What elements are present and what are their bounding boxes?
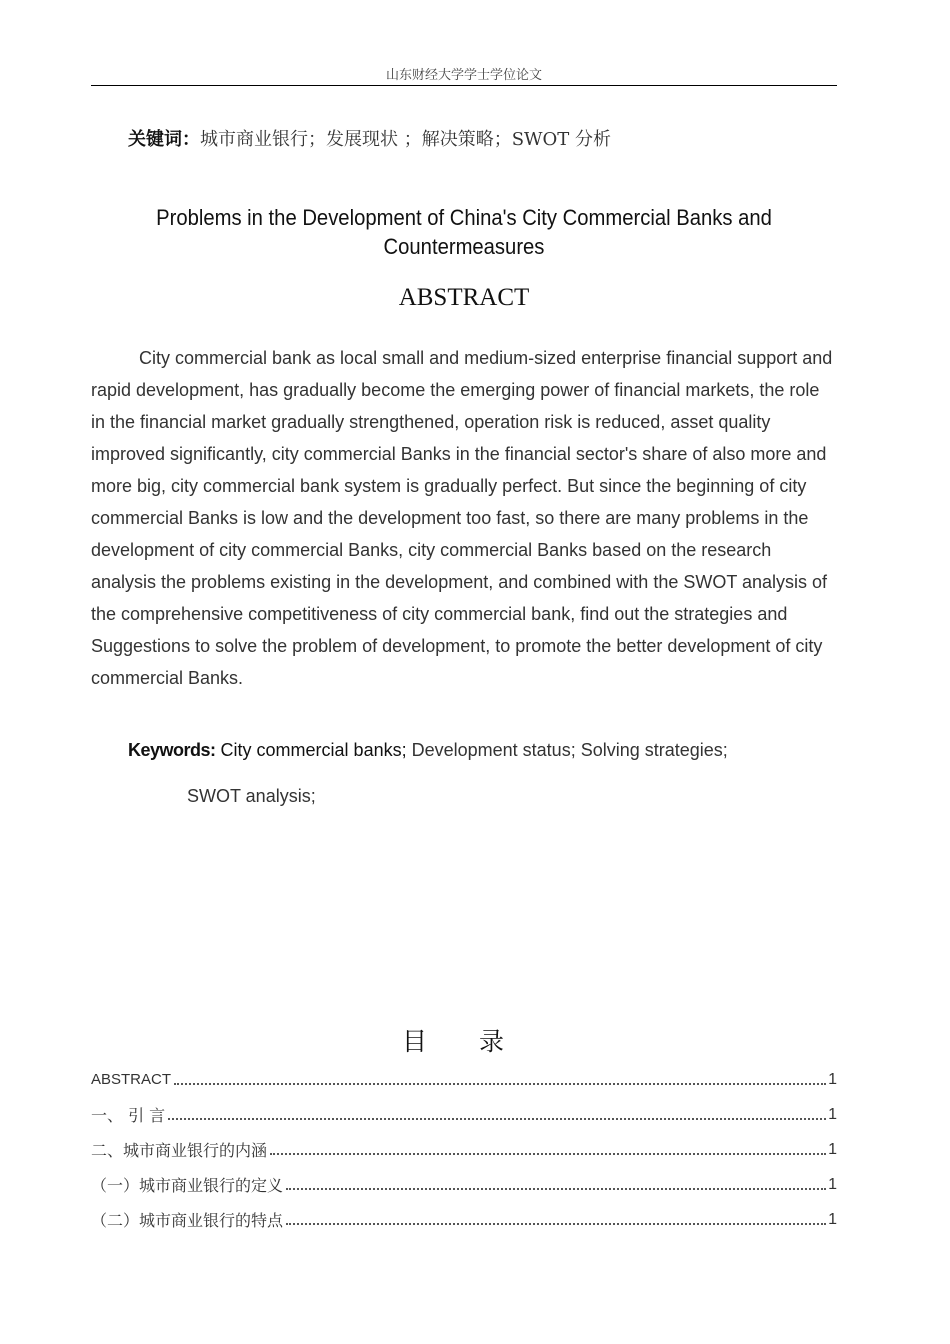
english-keywords: [128, 740, 828, 761]
english-title-line1: Problems in the Development of China's City Commercial Banks and: [156, 205, 772, 230]
english-title: [121, 203, 807, 261]
english-keywords-rest: Development status; Solving strategies;: [411, 740, 728, 760]
toc-entry-definition[interactable]: [91, 1167, 837, 1202]
toc-page-number: 1: [828, 1070, 837, 1088]
english-keywords-label: Keywords:: [128, 740, 216, 760]
toc-leader-dots: [286, 1222, 826, 1225]
toc-leader-dots: [286, 1187, 826, 1190]
toc-leader-dots: [168, 1117, 826, 1120]
toc-page-number: 1: [828, 1140, 837, 1158]
toc-entry-text: （二）城市商业银行的特点: [91, 1208, 284, 1231]
table-of-contents: [91, 1062, 837, 1237]
toc-entry-text: ABSTRACT: [91, 1071, 172, 1088]
toc-title: 目 录: [402, 1027, 526, 1056]
toc-page-number: 1: [828, 1175, 837, 1193]
chinese-keywords: [128, 125, 611, 151]
toc-entry-characteristics[interactable]: [91, 1202, 837, 1237]
toc-leader-dots: [270, 1152, 826, 1155]
chinese-keywords-text: 城市商业银行；发展现状 ；解决策略；SWOT 分析: [200, 129, 612, 150]
english-title-line2: Countermeasures: [383, 234, 545, 259]
toc-entry-text: 一、 引 言: [91, 1103, 166, 1126]
page-header: [91, 64, 837, 86]
toc-entry-introduction[interactable]: [91, 1097, 837, 1132]
chinese-keywords-label: 关键词：: [128, 129, 200, 150]
toc-entry-abstract[interactable]: [91, 1062, 837, 1097]
toc-entry-connotation[interactable]: [91, 1132, 837, 1167]
toc-entry-text: 二、城市商业银行的内涵: [91, 1138, 268, 1161]
abstract-body: City commercial bank as local small and medium-sized enterprise financial support and rapid development, has gradually become the emerging power of financial markets, the role in the financial market gradually strengthened, operation risk is reduced, asset quality improved significantly, city commercial Banks in the financial sector's share of also more and more big, city commercial bank system is gradually perfect. But since the beginning of city commercial Banks is low and the development too fast, so there are many problems in the development of city commercial Banks, city commercial Banks based on the research analysis the problems existing in the development, and combined with the SWOT analysis of the comprehensive competitiveness of city commercial bank, find out the strategies and Suggestions to solve the problem of development, to promote the better development of city commercial Banks.: [91, 348, 833, 688]
toc-page-number: 1: [828, 1210, 837, 1228]
header-text: 山东财经大学学士学位论文: [385, 68, 542, 83]
toc-page-number: 1: [828, 1105, 837, 1123]
english-keywords-line2: SWOT analysis;: [187, 786, 316, 806]
toc-entry-text: （一）城市商业银行的定义: [91, 1173, 284, 1196]
abstract-heading: ABSTRACT: [398, 284, 530, 311]
english-keyword-first: City commercial banks;: [220, 740, 407, 760]
toc-leader-dots: [174, 1082, 826, 1085]
